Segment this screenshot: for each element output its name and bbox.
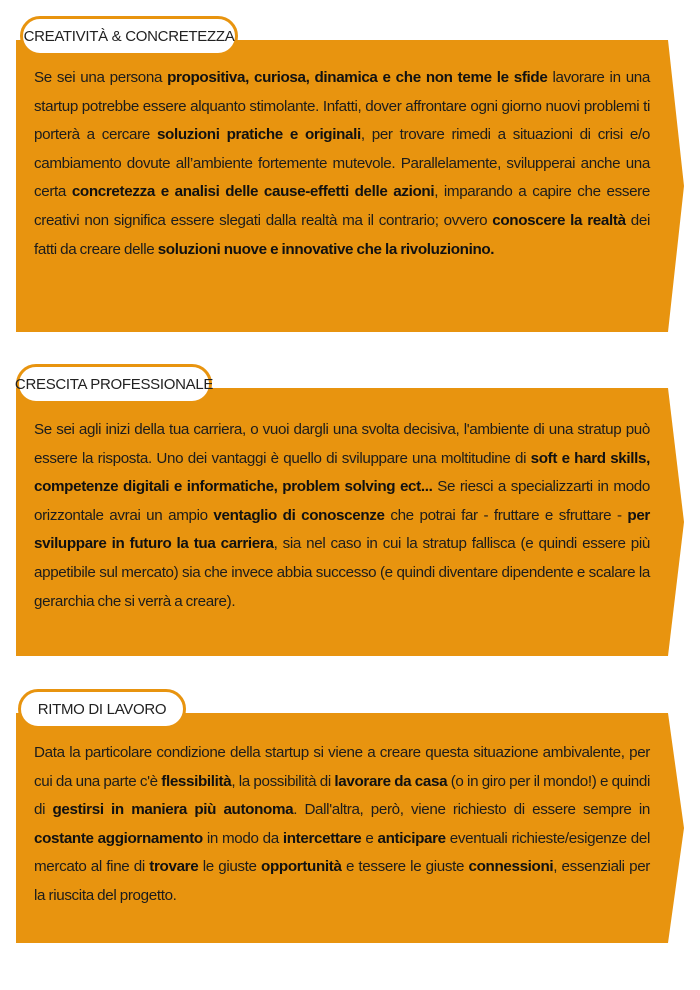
section-card-creativita xyxy=(16,10,684,332)
highlight-text: gestirsi in maniera più autonoma xyxy=(52,801,294,819)
section-title: CREATIVITÀ & CONCRETEZZA xyxy=(23,27,235,45)
body-text-run: Se sei agli inizi della tua carriera, o vuoi dargli una svolta decisiva, l'ambiente di una stratup può essere la risposta. Uno dei vantaggi è quello di sviluppare una moltitudine di xyxy=(34,421,650,467)
body-text-run: e xyxy=(361,829,378,847)
section-body xyxy=(34,739,650,911)
highlight-text: conoscere la realtà xyxy=(492,211,626,229)
body-text-run: Se riesci a specializzarti in modo orizzontale avrai un ampio xyxy=(34,478,650,524)
body-text-run: Se sei una persona xyxy=(34,69,168,86)
highlight-text: costante aggiornamento xyxy=(34,829,203,847)
highlight-text: flessibilità xyxy=(161,772,232,790)
body-text-run: lavorare in una startup potrebbe essere alquanto stimolante. Infatti, dover affrontare ogni giorno nuovi problemi ti porterà a cercare xyxy=(34,69,650,144)
body-text-run: e tessere le giuste xyxy=(341,858,469,876)
highlight-text: lavorare da casa xyxy=(334,772,448,790)
highlight-text: propositiva, curiosa, dinamica e che non teme le sfide xyxy=(167,69,548,86)
body-text-run: , per trovare rimedi a situazioni di crisi e/o cambiamento dovute all’ambiente fortemente mutevole. Parallelamente, svilupperai anche una certa xyxy=(34,126,650,201)
section-card-ritmo xyxy=(16,683,684,943)
highlight-text: opportunità xyxy=(261,858,342,876)
highlight-text: soluzioni nuove e innovative che la rivoluzionino. xyxy=(157,240,495,258)
body-text-run: che potrai far - fruttare e sfruttare - xyxy=(384,506,628,524)
body-text-run: , imparando a capire che essere creativi non significa essere slegati dalla realtà ma il contrario; ovvero xyxy=(34,183,650,229)
highlight-text: soluzioni pratiche e originali xyxy=(156,126,361,144)
highlight-text: per sviluppare in futuro la tua carriera xyxy=(34,506,650,553)
section-title: CRESCITA PROFESSIONALE xyxy=(14,375,214,393)
highlight-text: soft e hard skills, competenze digitali e informatiche, problem solving ect... xyxy=(34,449,650,496)
body-text-run: , la possibilità di xyxy=(231,772,335,790)
body-text-run: , essenziali per la riuscita del progetto. xyxy=(34,858,650,904)
body-text-run: (o in giro per il mondo!) e quindi di xyxy=(34,772,651,819)
highlight-text: ventaglio di conoscenze xyxy=(213,506,385,524)
body-text-run: le giuste xyxy=(198,858,262,876)
section-body xyxy=(34,416,650,616)
section-title-tab xyxy=(18,689,186,729)
section-title-tab xyxy=(16,364,212,404)
highlight-text: connessioni xyxy=(468,858,554,876)
section-card-crescita xyxy=(16,358,684,656)
body-text-run: . Dall'altra, però, viene richiesto di essere sempre in xyxy=(293,801,650,819)
body-text-run: , sia nel caso in cui la stratup fallisca (e quindi essere più appetibile sul mercato) sia che invece abbia successo (e quindi diventare dipendente e scalare la gerarchia che si verrà a creare). xyxy=(34,535,650,610)
highlight-text: intercettare xyxy=(282,829,362,847)
body-text-run: dei fatti da creare delle xyxy=(34,211,650,258)
body-text-run: eventuali richieste/esigenze del mercato al fine di xyxy=(34,829,650,876)
highlight-text: trovare xyxy=(149,858,199,876)
body-text-run: Data la particolare condizione della startup si viene a creare questa situazione ambivalente, per cui da una parte c'è xyxy=(34,744,650,790)
section-title: RITMO DI LAVORO xyxy=(37,700,167,718)
highlight-text: concretezza e analisi delle cause-effetti delle azioni xyxy=(71,183,435,201)
section-title-tab xyxy=(20,16,238,56)
body-text-run: in modo da xyxy=(202,829,283,847)
highlight-text: anticipare xyxy=(377,829,446,847)
section-body xyxy=(34,64,650,264)
